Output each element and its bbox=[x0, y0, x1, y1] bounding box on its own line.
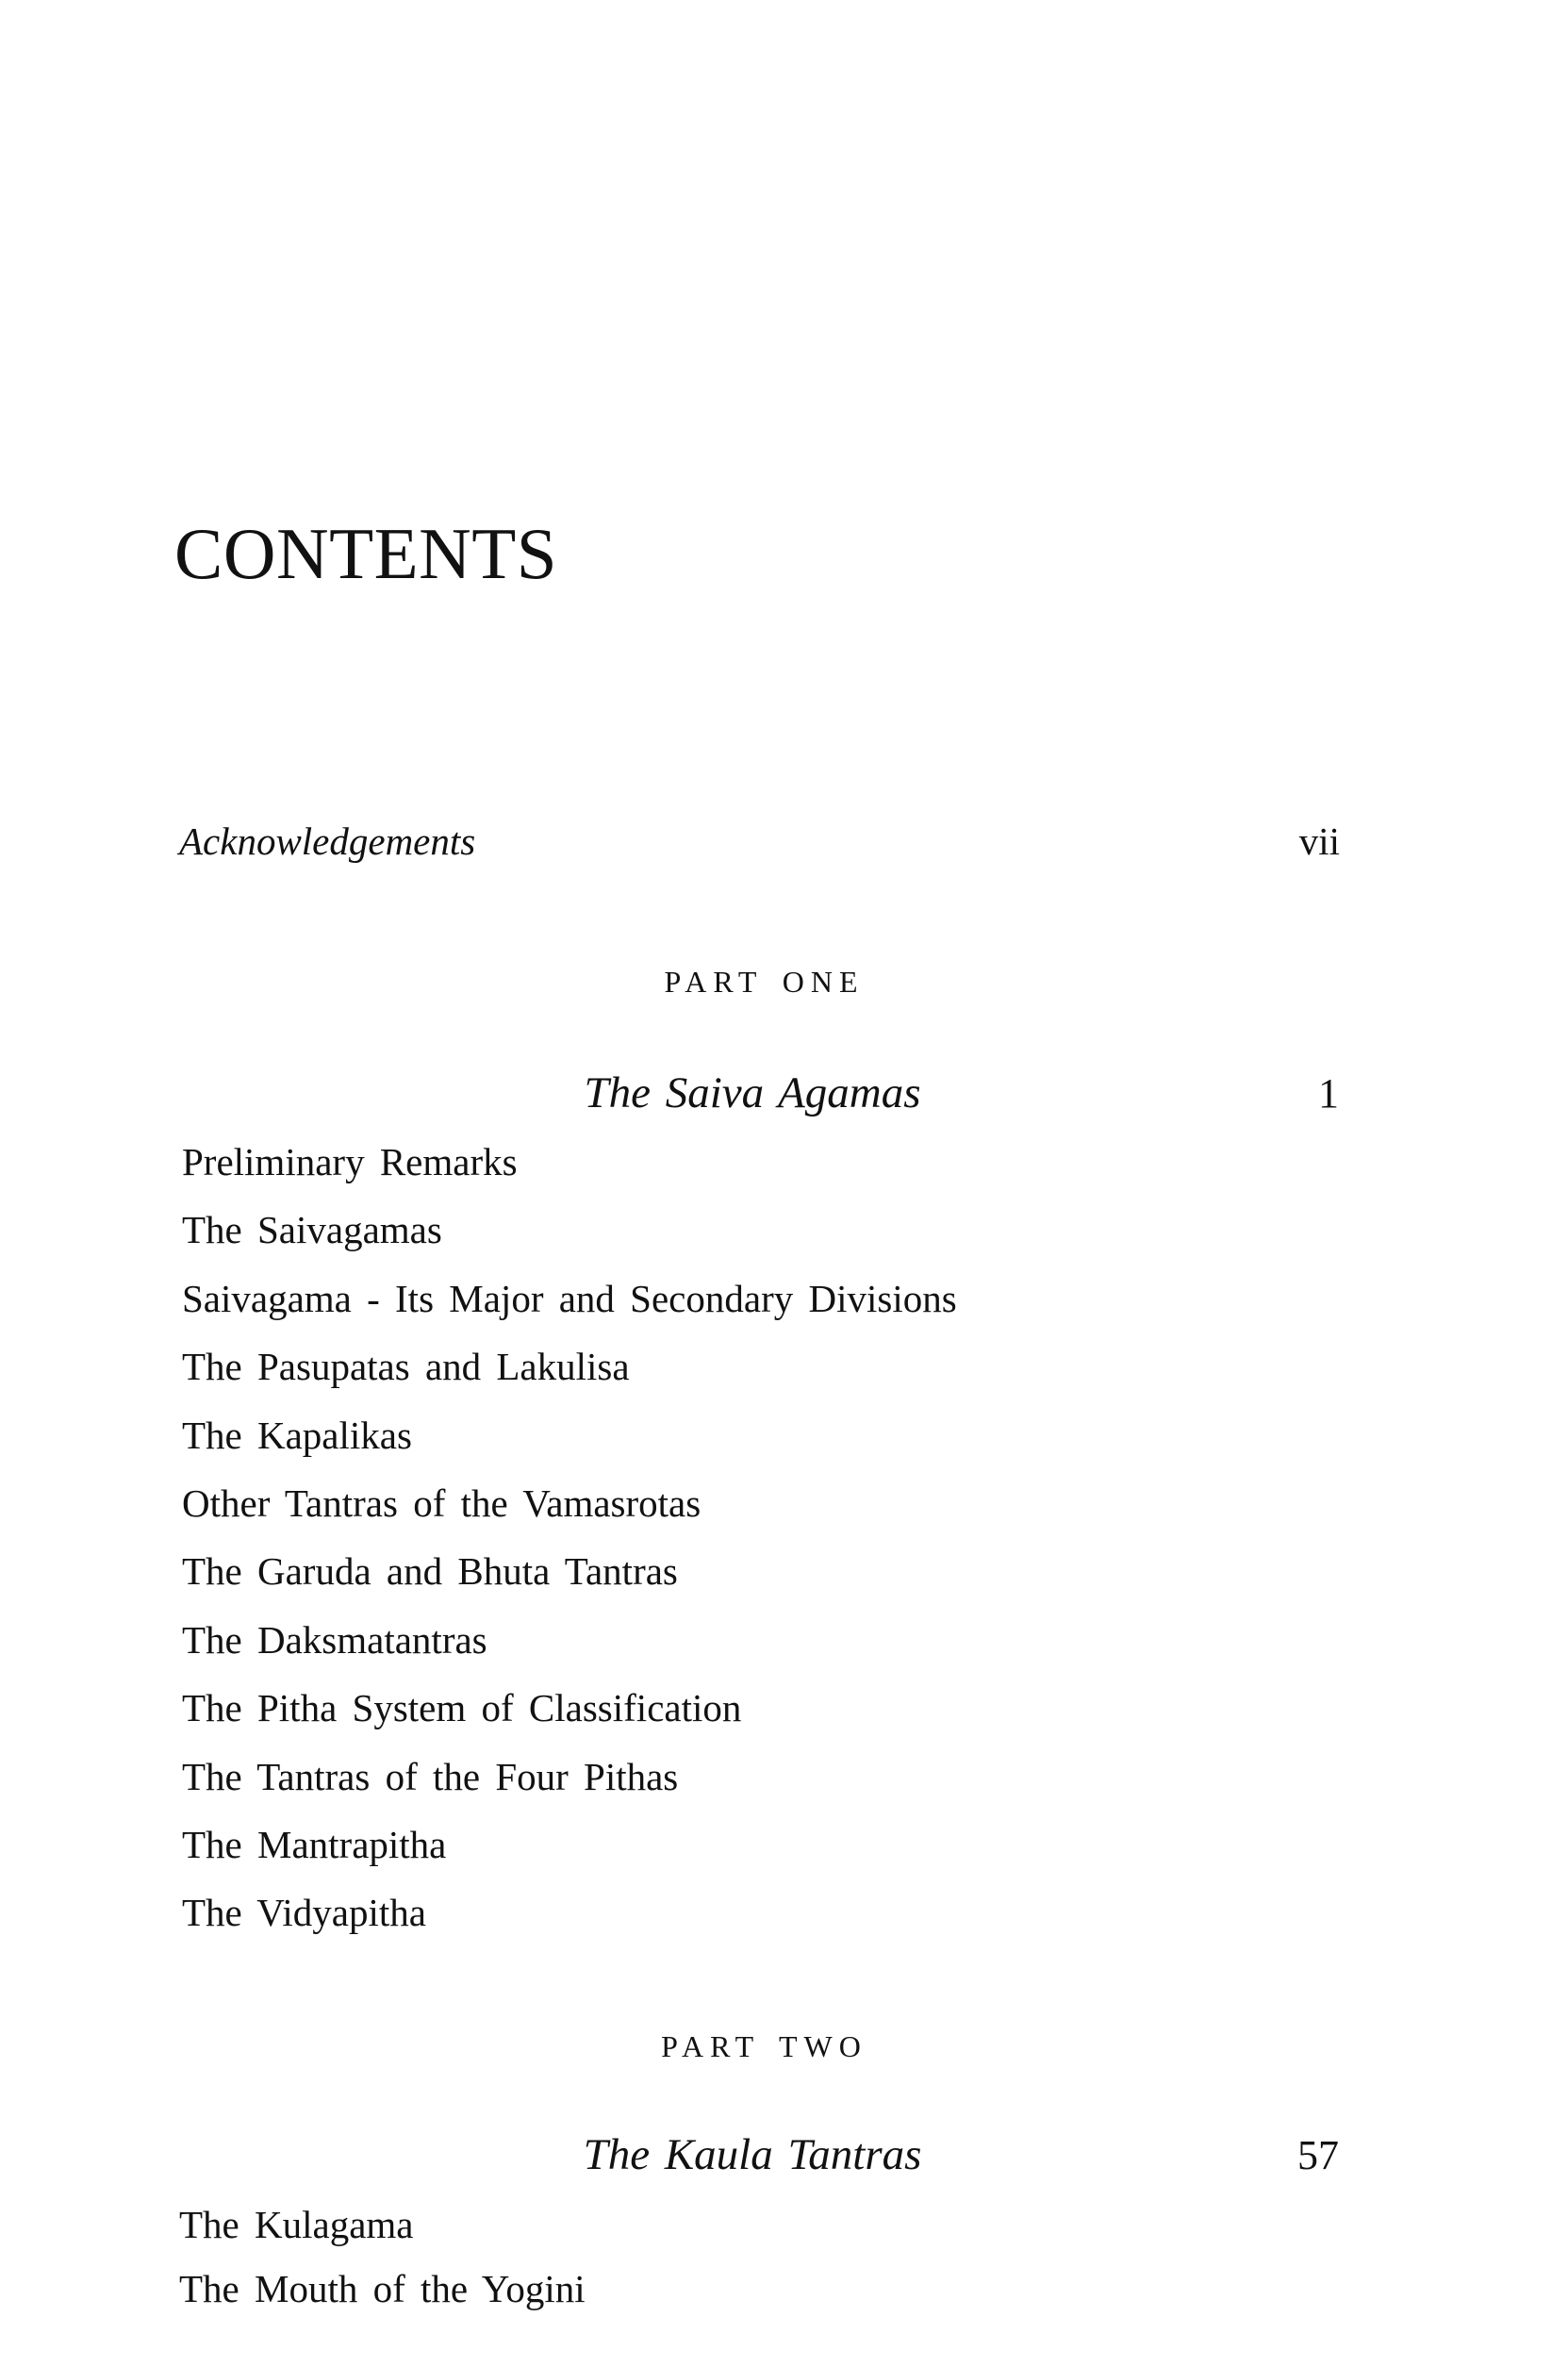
section-item: The Mouth of the Yogini bbox=[179, 2267, 586, 2310]
section-item: The Garuda and Bhuta Tantras bbox=[182, 1549, 678, 1594]
section-item: The Kapalikas bbox=[182, 1413, 412, 1457]
section-item: The Tantras of the Four Pithas bbox=[182, 1754, 679, 1798]
section-item: The Saivagamas bbox=[182, 1208, 442, 1252]
part-heading bbox=[0, 2130, 1568, 2179]
section-item: Other Tantras of the Vamasrotas bbox=[182, 1481, 701, 1526]
section-item: The Pitha System of Classification bbox=[182, 1686, 742, 1730]
toc-entry-acknowledgements bbox=[179, 819, 1340, 863]
part-label: PART ONE bbox=[664, 965, 865, 999]
section-list bbox=[179, 2192, 586, 2321]
part-title: The Kaula Tantras bbox=[583, 2130, 922, 2179]
toc-entry-label: Acknowledgements bbox=[179, 819, 476, 863]
part-page-number: 1 bbox=[1318, 1070, 1339, 1117]
page-title: CONTENTS bbox=[174, 513, 558, 594]
section-item: The Daksmatantras bbox=[182, 1617, 487, 1662]
section-item: The Pasupatas and Lakulisa bbox=[182, 1345, 630, 1389]
part-title: The Saiva Agamas bbox=[584, 1068, 921, 1117]
section-item: The Kulagama bbox=[179, 2203, 414, 2246]
section-item: Saivagama - Its Major and Secondary Divisions bbox=[182, 1276, 957, 1320]
toc-entry-page-number: vii bbox=[1298, 819, 1340, 863]
part-heading bbox=[0, 1068, 1568, 1117]
section-item: The Mantrapitha bbox=[182, 1823, 447, 1867]
part-page-number: 57 bbox=[1297, 2132, 1339, 2178]
part-label: PART TWO bbox=[661, 2029, 867, 2063]
section-list bbox=[182, 1128, 957, 1947]
section-item: The Vidyapitha bbox=[182, 1891, 426, 1935]
section-item: Preliminary Remarks bbox=[182, 1140, 518, 1183]
